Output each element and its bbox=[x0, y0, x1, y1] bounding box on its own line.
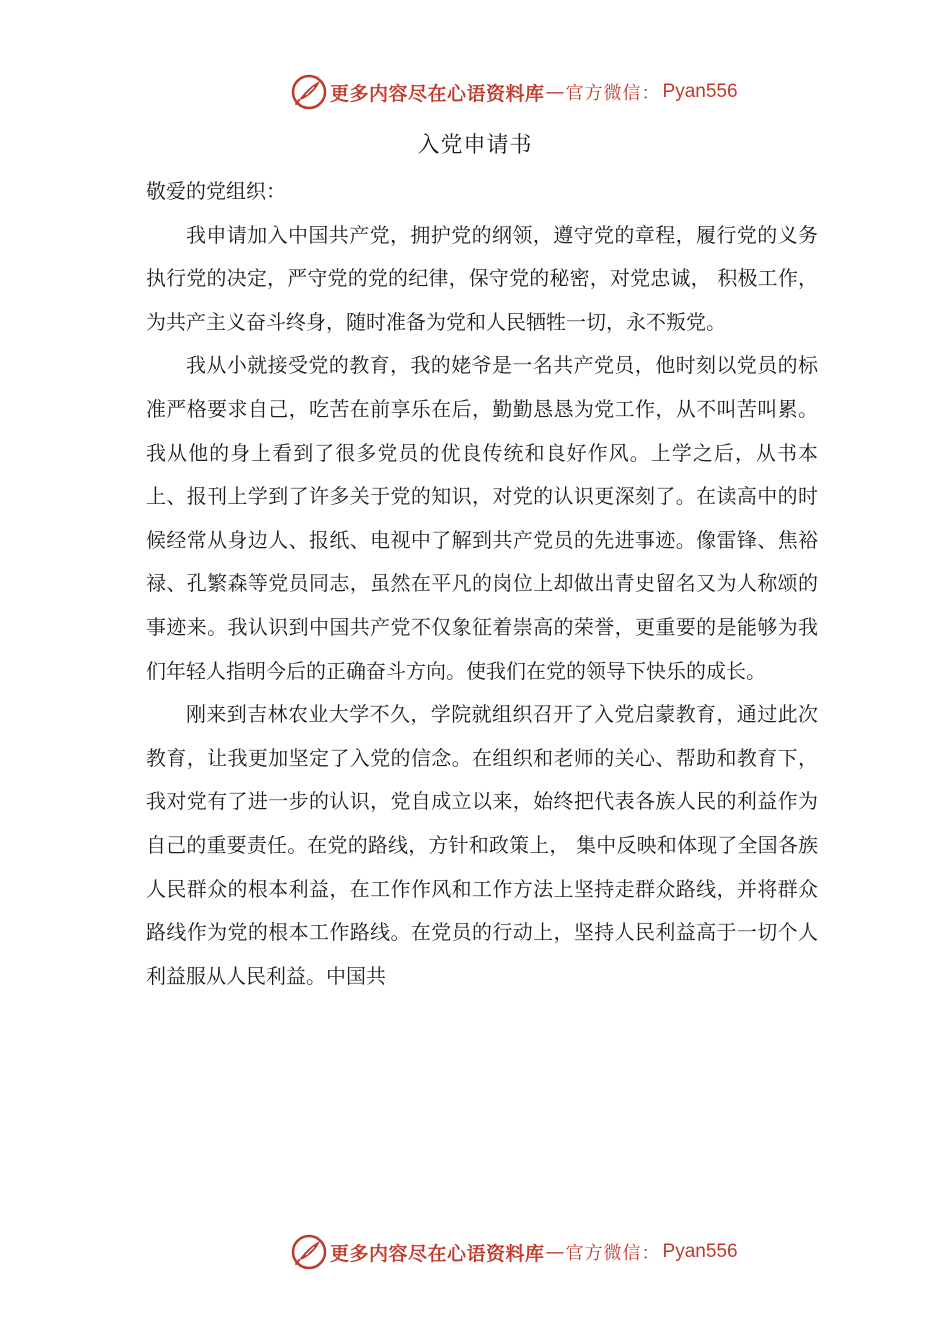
paragraph-3: 刚来到吉林农业大学不久，学院就组织召开了入党启蒙教育，通过此次教育，让我更加坚定了入党的信念。在组织和老师的关心、帮助和教育下，我对党有了进一步的认识，党自成立以来，始终把代表各族人民的利益作为自己的重要责任。在党的路线，方针和政策上， 集中反映和体现了全国各族人民群众的根本利益，在工作作风和工作方法上坚持走群众路线，并将群众路线作为党的根本工作路线。在党员的行动上，坚持人民利益高于一切个人利益服从人民利益。中国共 bbox=[146, 702, 818, 988]
watermark-wechat-label: 官方微信： bbox=[565, 83, 661, 104]
watermark-banner-top bbox=[290, 72, 738, 112]
watermark-brand: 更多内容尽在心语资料库 bbox=[330, 82, 545, 105]
feather-logo-icon bbox=[290, 1233, 328, 1271]
paragraph-2: 我从小就接受党的教育，我的姥爷是一名共产党员，他时刻以党员的标准严格要求自己，吃苦在前享乐在后，勤勤恳恳为党工作，从不叫苦叫累。我从他的身上看到了很多党员的优良传统和良好作风。上学之后，从书本上、报刊上学到了许多关于党的知识，对党的认识更深刻了。在读高中的时候经常从身边人、报纸、电视中了解到共产党员的先进事迹。像雷锋、焦裕禄、孔繁森等党员同志，虽然在平凡的岗位上却做出青史留名又为人称颂的事迹来。我认识到中国共产党不仅象征着崇高的荣誉，更重要的是能够为我们年轻人指明今后的正确奋斗方向。使我们在党的领导下快乐的成长。 bbox=[146, 353, 818, 683]
paragraph-1: 我申请加入中国共产党，拥护党的纲领，遵守党的章程，履行党的义务执行党的决定，严守党的党的纪律，保守党的秘密，对党忠诚， 积极工作，为共产主义奋斗终身，随时准备为党和人民牺牲一切，永不叛党。 bbox=[146, 222, 818, 334]
watermark-separator: — bbox=[545, 81, 565, 103]
watermark-brand: 更多内容尽在心语资料库 bbox=[330, 1242, 545, 1265]
feather-logo-icon bbox=[290, 73, 328, 111]
watermark-banner-bottom bbox=[290, 1232, 738, 1272]
watermark-separator: — bbox=[545, 1241, 565, 1263]
watermark-wechat-id: Pyan556 bbox=[662, 81, 738, 102]
watermark-wechat-label: 官方微信： bbox=[565, 1243, 661, 1264]
salutation: 敬爱的党组织： bbox=[146, 179, 286, 203]
document-body bbox=[146, 170, 818, 998]
document-title: 入党申请书 bbox=[417, 133, 533, 158]
watermark-wechat-id: Pyan556 bbox=[662, 1241, 738, 1262]
